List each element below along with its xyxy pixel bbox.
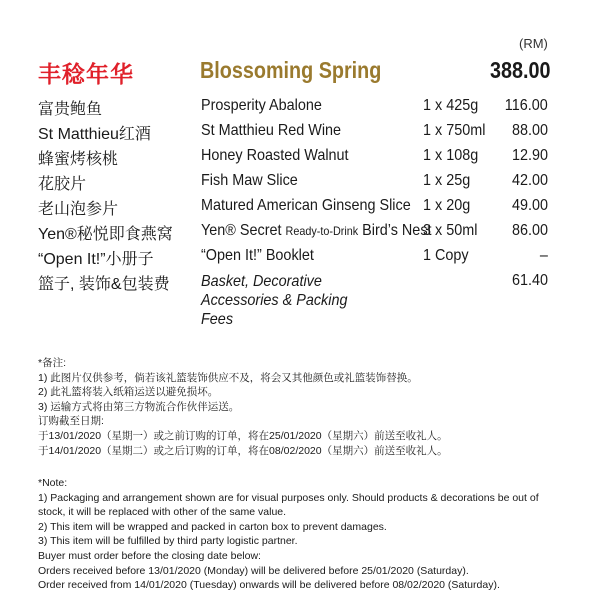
note-line: Buyer must order before the closing date below:	[38, 549, 261, 562]
item-quantity: 3 x 50ml	[423, 222, 478, 239]
item-quantity: 1 x 750ml	[423, 122, 486, 139]
item-name-english: Basket, Decorative Accessories & Packing Fees	[201, 273, 348, 328]
currency-label: (RM)	[519, 36, 548, 51]
item-name-chinese: Yen®秘悦即食燕窝	[38, 226, 173, 243]
item-name-english: Fish Maw Slice	[201, 172, 298, 189]
item-name-english-subtitle: Ready-to-Drink	[285, 224, 359, 238]
notes-heading: *备注:	[38, 357, 67, 369]
list-item	[0, 171, 600, 196]
product-title-chinese: 丰稔年华	[38, 61, 134, 87]
note-line: 于13/01/2020（星期一）或之前订购的订单，将在25/01/2020（星期六）前送至收礼人。	[38, 429, 448, 442]
item-quantity: 1 x 108g	[423, 147, 479, 164]
item-name-chinese: 蜂蜜烤核桃	[38, 151, 119, 168]
item-name-chinese: “Open It!”小册子	[38, 251, 154, 268]
list-item	[0, 146, 600, 171]
item-price: 12.90	[511, 147, 548, 164]
item-price: 61.40	[511, 272, 548, 289]
note-line: 2) 此礼篮将装入纸箱运送以避免损坏。	[38, 386, 219, 399]
item-name-english: Honey Roasted Walnut	[201, 147, 349, 164]
item-name-chinese: 篮子, 装饰&包装费	[38, 276, 170, 293]
item-name-english: St Matthieu Red Wine	[201, 122, 342, 139]
item-price: 86.00	[511, 222, 548, 239]
note-line: Orders received before 13/01/2020 (Monday) will be delivered before 25/01/2020 (Saturday).	[38, 564, 469, 577]
item-quantity: 1 x 425g	[423, 97, 479, 114]
item-name-english-part: Bird’s Nest	[358, 222, 432, 239]
product-title-english: Blossoming Spring	[200, 57, 382, 83]
item-price: 88.00	[511, 122, 548, 139]
notes-english	[38, 476, 568, 593]
item-quantity: 1 x 25g	[423, 172, 471, 189]
item-name-chinese: 富贵鲍鱼	[38, 101, 103, 118]
item-name-english	[201, 222, 432, 240]
item-name-chinese: St Matthieu红酒	[38, 126, 151, 143]
item-quantity: 1 x 20g	[423, 197, 471, 214]
list-item	[0, 271, 600, 328]
item-list	[0, 96, 600, 328]
item-name-english: Matured American Ginseng Slice	[201, 197, 411, 214]
list-item	[0, 96, 600, 121]
item-price: –	[539, 247, 548, 264]
note-line: 1) Packaging and arrangement shown are for visual purposes only. Should products & decorations be out of stock, it will be replaced with other of the same value.	[38, 491, 539, 519]
note-line: Order received from 14/01/2020 (Tuesday) onwards will be delivered before 08/02/2020 (Saturday).	[38, 579, 500, 592]
item-name-chinese: 花胶片	[38, 176, 87, 193]
note-line: 订购截至日期:	[38, 415, 104, 428]
note-line: 3) 运输方式将由第三方物流合作伙伴运送。	[38, 400, 240, 413]
note-line: 3) This item will be fulfilled by third party logistic partner.	[38, 535, 298, 548]
list-item	[0, 246, 600, 271]
list-item	[0, 221, 600, 246]
item-price: 49.00	[511, 197, 548, 214]
list-item	[0, 196, 600, 221]
item-name-english: Prosperity Abalone	[201, 97, 322, 114]
note-line: 于14/01/2020（星期二）或之后订购的订单，将在08/02/2020（星期六）前送至收礼人。	[38, 444, 448, 457]
item-name-english: “Open It!” Booklet	[201, 247, 314, 264]
list-item	[0, 121, 600, 146]
item-name-english-part: Yen® Secret	[201, 222, 286, 239]
note-line: 1) 此图片仅供参考，倘若该礼篮装饰供应不及，将会又其他颜色或礼篮装饰替换。	[38, 371, 418, 384]
item-name-chinese: 老山泡参片	[38, 201, 119, 218]
item-price: 116.00	[505, 97, 548, 114]
notes-heading: *Note:	[38, 477, 68, 489]
item-quantity: 1 Copy	[423, 247, 469, 264]
item-price: 42.00	[511, 172, 548, 189]
total-price: 388.00	[490, 57, 551, 83]
note-line: 2) This item will be wrapped and packed in carton box to prevent damages.	[38, 520, 387, 533]
notes-chinese	[38, 356, 568, 458]
